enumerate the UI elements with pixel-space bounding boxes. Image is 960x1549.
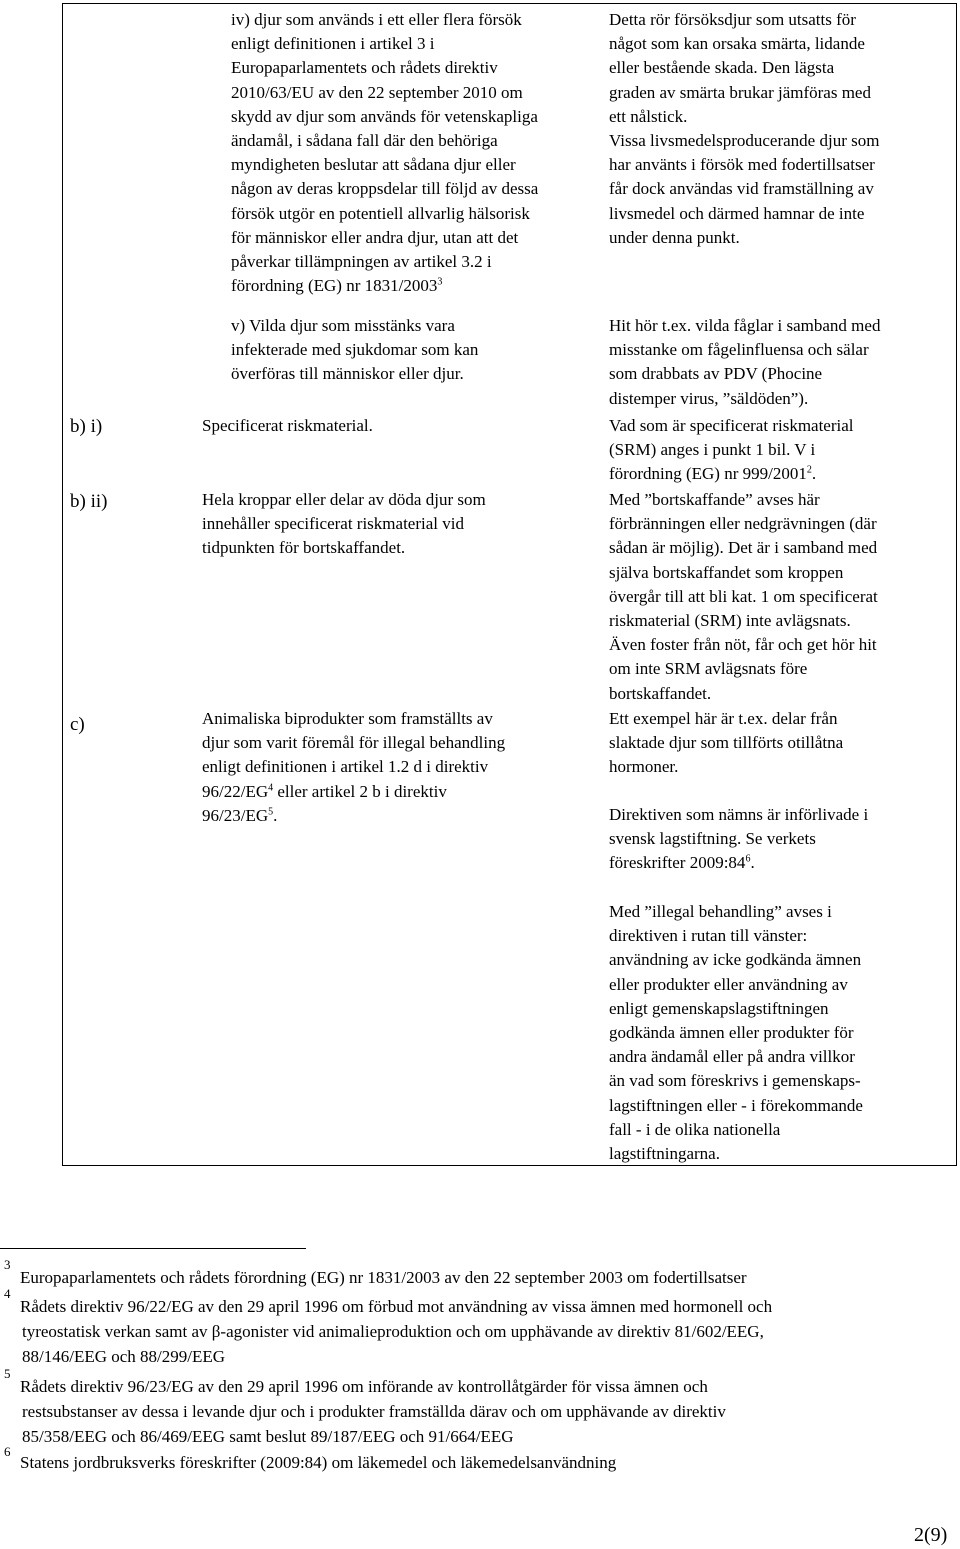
footnote-line: Rådets direktiv 96/23/EG av den 29 april 1996 om införande av kontrollåtgärder för vissa ämnen och [20, 1377, 708, 1396]
row4-right-line: själva bortskaffandet som kroppen [609, 562, 844, 582]
row1-middle-line [231, 274, 591, 298]
row4-middle-text [202, 488, 592, 561]
row2-middle-text [231, 314, 591, 387]
row5-right-line: användning av icke godkända ämnen [609, 950, 862, 970]
row1-right-line: något som kan orsaka smärta, lidande [609, 34, 865, 54]
row5-right-line: lagstiftningarna. [609, 1144, 720, 1164]
footnote-line: 88/146/EEG och 88/299/EEG [22, 1346, 226, 1366]
row1-right-line: får dock användas vid framställning av [609, 179, 874, 199]
page-number: 2(9) [914, 1524, 948, 1546]
footnote-line: restsubstanser av dessa i levande djur och i produkter framställda därav och om upphävande av direktiv [22, 1402, 726, 1421]
row1-middle-line: påverkar tillämpningen av artikel 3.2 i [231, 252, 492, 272]
row3-right-line: (SRM) anges i punkt 1 bil. V i [609, 440, 816, 460]
table-right-border [956, 3, 957, 1166]
row1-middle-line: myndigheten beslutar att sådana djur eller [231, 155, 516, 175]
regulation-ref: föreskrifter 2009:84 [609, 853, 746, 873]
row5-right-text-a [609, 707, 954, 780]
regulation-ref: förordning (EG) nr 999/2001 [609, 464, 807, 484]
footnote-line: Statens jordbruksverks föreskrifter (2009:84) om läkemedel och läkemedelsanvändning [20, 1453, 617, 1472]
row1-right-line: Vissa livsmedelsproducerande djur som [609, 131, 880, 151]
row1-right-line: Detta rör försöksdjur som utsatts för [609, 10, 856, 29]
row5-middle-line: djur som varit föremål för illegal behandling [202, 733, 506, 753]
row5-right-text-c [609, 900, 954, 1166]
row4-right-line: övergår till att bli kat. 1 om specificerat [609, 586, 878, 606]
row4-right-text [609, 488, 954, 706]
directive-ref: 96/23/EG [202, 805, 269, 825]
row1-right-line: har använts i försök med fodertillsatser [609, 155, 875, 175]
footnote-body [20, 1451, 616, 1476]
row1-right-text [609, 8, 954, 250]
row2-middle-line: infekterade med sjukdomar som kan [231, 340, 479, 360]
row-label-b-i: b) i) [70, 416, 103, 437]
footnote-body-cont [22, 1400, 726, 1449]
row1-middle-line: ändamål, i sådana fall där den behöriga [231, 131, 498, 151]
row1-right-line: under denna punkt. [609, 227, 740, 247]
row4-middle-line: tidpunkten för bortskaffandet. [202, 538, 406, 558]
row2-middle-line: v) Vilda djur som misstänks vara [231, 316, 455, 335]
footnote-ref: 6 [745, 853, 751, 865]
period: . [273, 805, 278, 825]
row2-right-text [609, 314, 954, 411]
row-label-b-ii: b) ii) [70, 491, 108, 512]
row5-right-line: lagstiftningen eller - i förekommande [609, 1095, 863, 1115]
row1-right-line: ett nålstick. [609, 106, 688, 126]
directive-ref: 96/22/EG [202, 781, 269, 801]
table-left-border [62, 3, 63, 1166]
row1-middle-line: 2010/63/EU av den 22 september 2010 om [231, 82, 523, 102]
footnote-ref: 4 [268, 781, 274, 793]
footnote-line: Europaparlamentets och rådets förordning (EG) nr 1831/2003 av den 22 september 2003 om fodertillsatser [20, 1268, 747, 1287]
row4-right-line: Med ”bortskaffande” avses här [609, 490, 820, 509]
footnote-line: 85/358/EEG och 86/469/EEG samt beslut 89/187/EEG och 91/664/EEG [22, 1426, 514, 1446]
row1-middle-line: enligt definitionen i artikel 3 i [231, 34, 435, 54]
row5-right-line: svensk lagstiftning. Se verkets [609, 829, 816, 849]
row2-right-line: Hit hör t.ex. vilda fåglar i samband med [609, 316, 881, 335]
row4-middle-line: innehåller specificerat riskmaterial vid [202, 514, 464, 534]
row3-right-text [609, 414, 954, 487]
row4-right-line: Även foster från nöt, får och get hör hit [609, 635, 877, 655]
footnote-body-cont [22, 1320, 764, 1369]
footnote-body [20, 1266, 747, 1291]
row5-right-line: andra ändamål eller på andra villkor [609, 1047, 855, 1067]
footnote-number: 4 [4, 1286, 11, 1301]
row5-right-line: än vad som föreskrivs i gemenskaps- [609, 1071, 861, 1091]
footnote-separator [0, 1248, 306, 1249]
row5-right-line: fall - i de olika nationella [609, 1119, 781, 1139]
row1-middle-text [231, 8, 591, 298]
row1-right-line: livsmedel och därmed hamnar de inte [609, 203, 865, 223]
row1-middle-line: försök utgör en potentiell allvarlig hälsorisk [231, 203, 530, 223]
row3-middle-text [202, 414, 592, 438]
row2-right-line: distemper virus, ”säldöden”). [609, 388, 809, 408]
row4-right-line: förbränningen eller nedgrävningen (där [609, 514, 877, 534]
row5-middle-line: enligt definitionen i artikel 1.2 d i direktiv [202, 757, 489, 777]
row5-right-line: slaktade djur som tillförts otillåtna [609, 733, 844, 753]
row5-middle-line [202, 804, 592, 828]
row1-middle-line: iv) djur som används i ett eller flera försök [231, 10, 522, 29]
row4-right-line: sådan är möjlig). Det är i samband med [609, 538, 878, 558]
footnote-ref: 5 [268, 806, 274, 818]
footnote-number: 5 [4, 1366, 11, 1381]
row4-right-line: riskmaterial (SRM) inte avlägsnats. [609, 611, 851, 631]
row3-right-line [609, 462, 954, 486]
footnote-ref: 2 [806, 464, 812, 476]
row1-middle-line: skydd av djur som används för vetenskapliga [231, 106, 538, 126]
row5-right-line: direktiven i rutan till vänster: [609, 926, 808, 946]
row5-right-line: hormoner. [609, 757, 679, 777]
row4-right-line: om inte SRM avlägsnats före [609, 659, 808, 679]
row5-right-line: Ett exempel här är t.ex. delar från [609, 709, 838, 728]
footnote-line: Rådets direktiv 96/22/EG av den 29 april 1996 om förbud mot användning av vissa ämnen med hormonell och [20, 1297, 773, 1316]
footnote-number: 3 [4, 1257, 11, 1272]
row5-middle-line: Animaliska biprodukter som framställts av [202, 709, 493, 728]
row2-middle-line: överföras till människor eller djur. [231, 364, 464, 384]
table-top-border [62, 3, 957, 4]
row1-right-line: graden av smärta brukar jämföras med [609, 82, 871, 102]
row5-middle-text [202, 707, 592, 828]
row5-right-line: Med ”illegal behandling” avses i [609, 902, 832, 921]
footnote-body [20, 1375, 708, 1400]
row2-right-line: misstanke om fågelinfluensa och sälar [609, 340, 869, 360]
footnote-line: tyreostatisk verkan samt av β-agonister vid animalieproduktion och om upphävande av direktiv 81/602/EEG, [22, 1322, 764, 1341]
row3-right-line: Vad som är specificerat riskmaterial [609, 416, 854, 435]
row1-right-line: eller bestående skada. Den lägsta [609, 58, 835, 78]
row3-middle-line: Specificerat riskmaterial. [202, 416, 373, 435]
period: . [811, 464, 817, 484]
footnote-ref: 3 [437, 276, 443, 288]
period: . [750, 853, 755, 873]
row5-right-line: godkända ämnen eller produkter för [609, 1023, 854, 1043]
row1-middle-line: för människor eller andra djur, utan att det [231, 227, 519, 247]
row5-right-line [609, 851, 954, 875]
footnote-body [20, 1295, 772, 1320]
row1-middle-line: Europaparlamentets och rådets direktiv [231, 58, 498, 78]
row5-right-line: Direktiven som nämns är införlivade i [609, 805, 869, 824]
row-label-c: c) [70, 714, 85, 735]
row5-middle-line [202, 780, 592, 804]
row5-right-line: eller produkter eller användning av [609, 974, 848, 994]
row5-right-text-b [609, 803, 954, 876]
row1-middle-line: någon av deras kroppsdelar till följd av dessa [231, 179, 539, 199]
text-run: eller artikel 2 b i direktiv [273, 781, 447, 801]
row4-right-line: bortskaffandet. [609, 683, 712, 703]
row2-right-line: som drabbats av PDV (Phocine [609, 364, 823, 384]
row5-right-line: enligt gemenskapslagstiftningen [609, 998, 829, 1018]
row4-middle-line: Hela kroppar eller delar av döda djur som [202, 490, 486, 509]
footnote-number: 6 [4, 1444, 11, 1459]
regulation-ref: förordning (EG) nr 1831/2003 [231, 276, 438, 296]
